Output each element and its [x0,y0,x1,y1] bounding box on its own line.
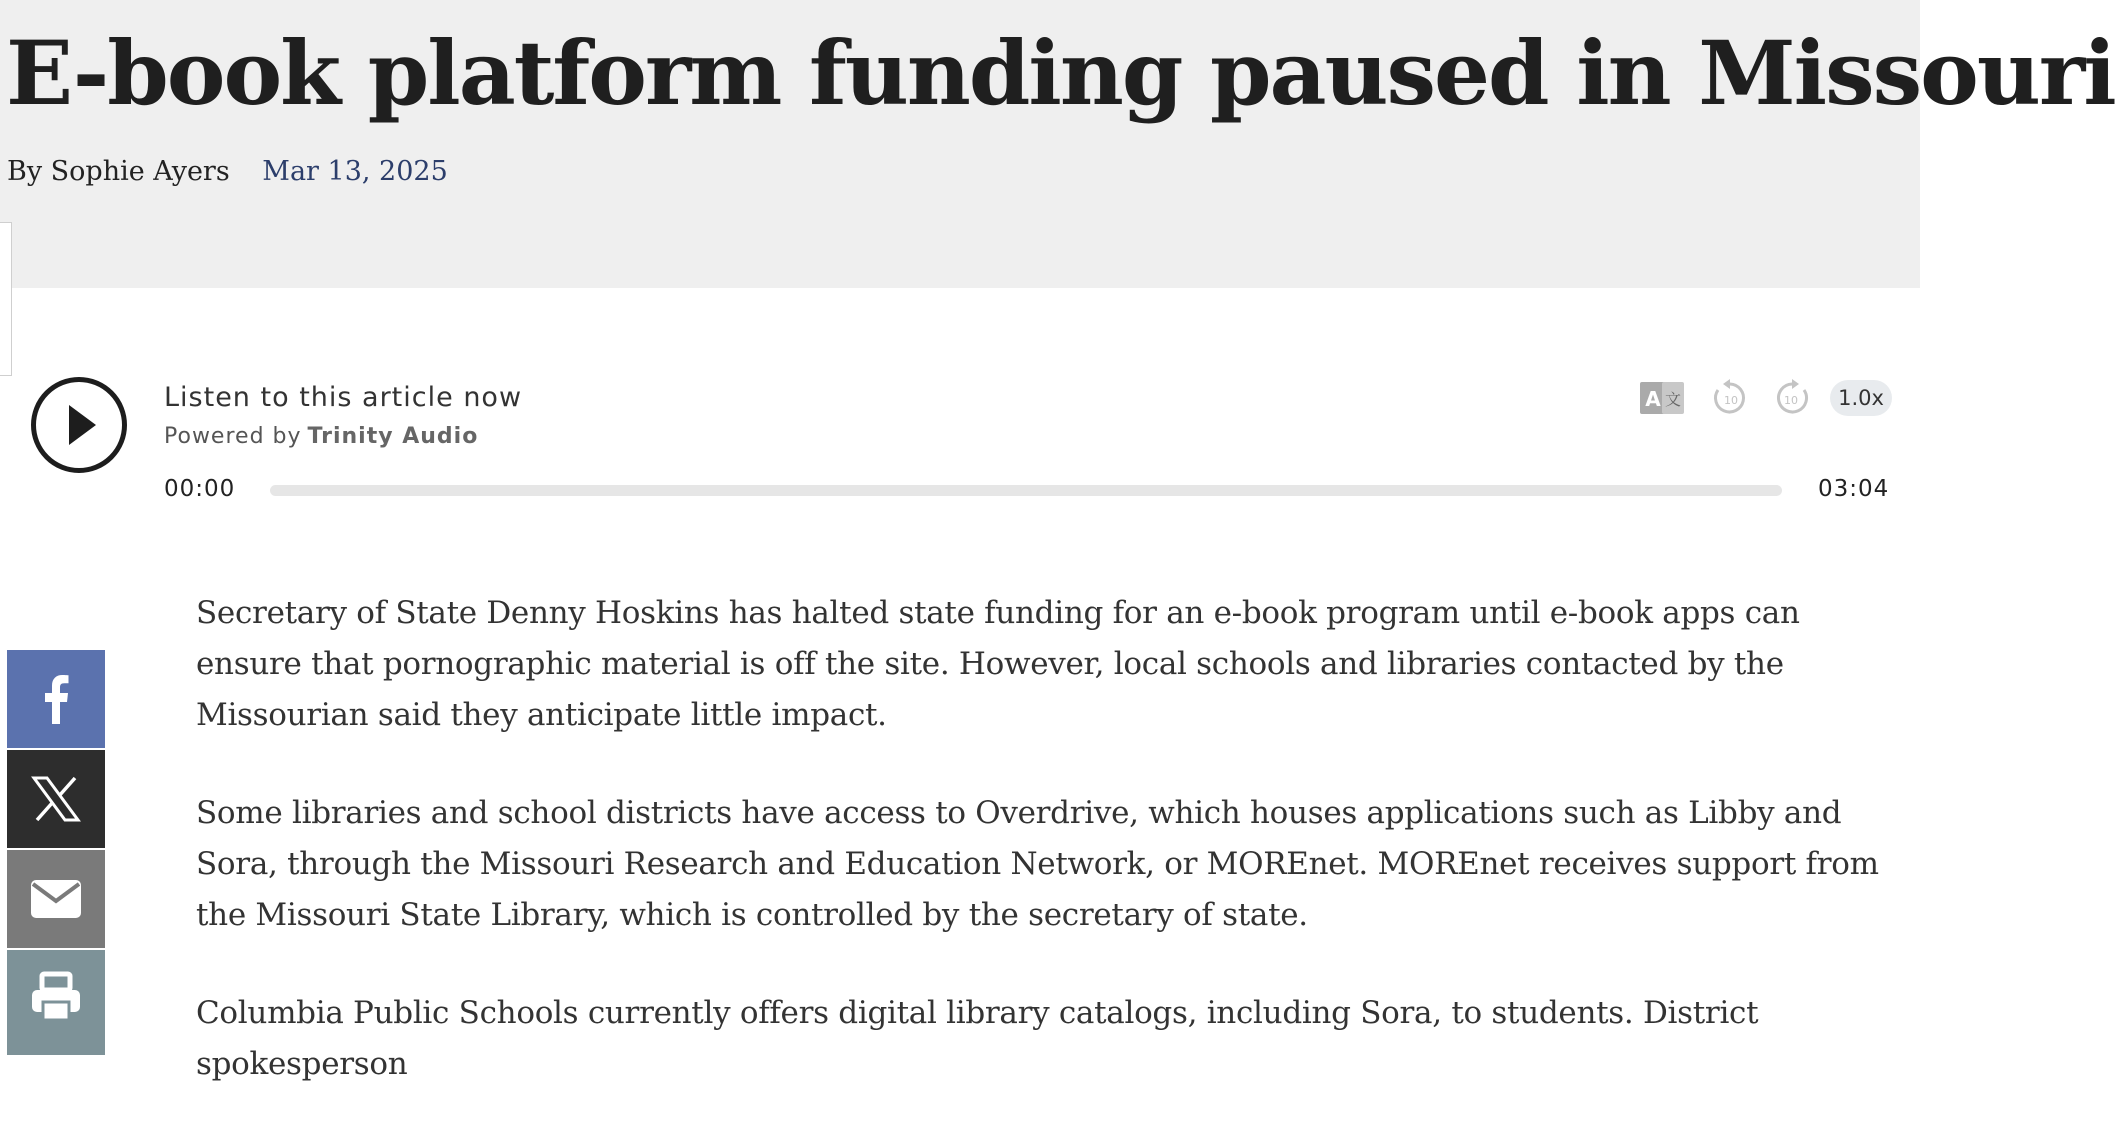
share-print-button[interactable] [7,950,105,1055]
print-icon [30,972,82,1022]
facebook-icon [41,674,71,724]
progress-bar[interactable] [270,485,1782,496]
share-facebook-button[interactable] [7,650,105,748]
powered-by [164,424,478,449]
trinity-audio-link[interactable]: Trinity Audio [307,424,479,449]
total-time: 03:04 [1818,476,1890,502]
article-paragraph: Secretary of State Denny Hoskins has halted state funding for an e-book program until e-book apps can ensure that pornographic material is off the site. However, local schools and libraries contacted by the Missourian said they anticipate little impact. [196,595,1800,733]
svg-text:文: 文 [1664,390,1682,409]
mail-icon [30,879,82,919]
x-icon [33,777,79,821]
playback-speed-button[interactable]: 1.0x [1830,380,1892,416]
translate-icon [1640,380,1684,416]
rewind-10-icon [1710,378,1750,418]
author-name[interactable]: By Sophie Ayers [7,156,230,187]
share-x-button[interactable] [7,750,105,848]
powered-by-label: Powered by [164,424,302,449]
play-button[interactable] [31,377,127,473]
current-time: 00:00 [164,476,236,502]
play-icon [36,382,122,468]
translate-button[interactable] [1640,380,1684,416]
player-title: Listen to this article now [164,382,523,413]
forward-10-icon [1772,378,1812,418]
article-paragraph: Some libraries and school districts have access to Overdrive, which houses applications such as Libby and Sora, through the Missouri Research and Education Network, or MOREnet. MOREnet receives support from the Missouri State Library, which is controlled by the secretary of state. [196,795,1879,933]
article-body [196,588,1886,1137]
svg-text:10: 10 [1724,394,1738,407]
svg-text:A: A [1645,387,1661,411]
article-paragraph: Columbia Public Schools currently offers digital library catalogs, including Sora, to students. District spokesperson [196,995,1759,1082]
edge-panel [0,222,12,376]
svg-text:10: 10 [1784,394,1798,407]
byline [7,156,448,187]
publish-date: Mar 13, 2025 [262,156,448,187]
share-email-button[interactable] [7,850,105,948]
audio-player [0,360,1920,510]
article-header [0,0,2115,288]
page-title: E-book platform funding paused in Missouri [6,21,2115,125]
rewind-10-button[interactable] [1710,378,1750,418]
forward-10-button[interactable] [1772,378,1812,418]
